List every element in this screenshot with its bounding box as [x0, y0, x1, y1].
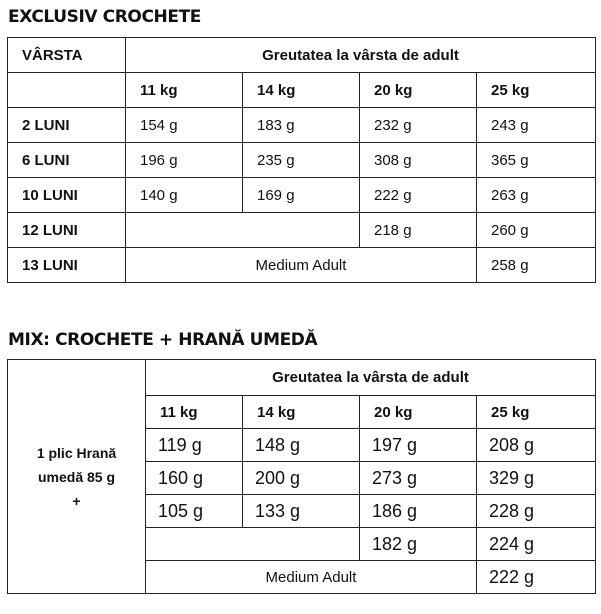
value-cell: 119 g	[146, 429, 243, 462]
weight-25kg: 25 kg	[477, 73, 596, 108]
value-cell: 197 g	[360, 429, 477, 462]
mix-kibble-wet-food-table	[7, 359, 596, 594]
value-cell: 258 g	[477, 248, 596, 283]
age-cell: 6 LUNI	[8, 143, 126, 178]
weight-20kg: 20 kg	[360, 73, 477, 108]
age-header: VÂRSTA	[8, 38, 126, 73]
wet-food-label-line: umedă 85 g	[37, 468, 116, 485]
age-cell: 2 LUNI	[8, 108, 126, 143]
value-cell: 196 g	[126, 143, 243, 178]
empty-cell	[8, 73, 126, 108]
weight-11kg: 11 kg	[146, 396, 243, 429]
weights-row	[8, 73, 596, 108]
weight-20kg: 20 kg	[360, 396, 477, 429]
table-row	[8, 143, 596, 178]
value-cell: 329 g	[477, 462, 596, 495]
medium-adult-note: Medium Adult	[146, 561, 477, 594]
value-cell: 133 g	[243, 495, 360, 528]
value-cell: 273 g	[360, 462, 477, 495]
value-cell: 222 g	[360, 178, 477, 213]
age-cell: 13 LUNI	[8, 248, 126, 283]
weight-14kg: 14 kg	[243, 396, 360, 429]
exclusive-kibble-table	[7, 37, 596, 283]
wet-food-label-line: 1 plic Hrană	[36, 444, 117, 461]
weight-14kg: 14 kg	[243, 73, 360, 108]
age-cell: 12 LUNI	[8, 213, 126, 248]
value-cell: 308 g	[360, 143, 477, 178]
adult-weight-header: Greutatea la vârsta de adult	[146, 360, 596, 396]
value-cell: 263 g	[477, 178, 596, 213]
value-cell: 186 g	[360, 495, 477, 528]
value-cell: 260 g	[477, 213, 596, 248]
value-cell: 208 g	[477, 429, 596, 462]
value-cell: 182 g	[360, 528, 477, 561]
adult-weight-header: Greutatea la vârsta de adult	[126, 38, 596, 73]
value-cell: 140 g	[126, 178, 243, 213]
table-row	[8, 213, 596, 248]
value-cell: 200 g	[243, 462, 360, 495]
value-cell: 154 g	[126, 108, 243, 143]
value-cell: 160 g	[146, 462, 243, 495]
section2-title: MIX: CROCHETE + HRANĂ UMEDĂ	[8, 330, 318, 350]
value-cell: 365 g	[477, 143, 596, 178]
value-cell: 218 g	[360, 213, 477, 248]
weight-11kg: 11 kg	[126, 73, 243, 108]
table-row	[8, 108, 596, 143]
table-row	[8, 248, 596, 283]
medium-adult-note: Medium Adult	[126, 248, 477, 283]
value-cell: 105 g	[146, 495, 243, 528]
empty-cell	[146, 528, 360, 561]
weight-25kg: 25 kg	[477, 396, 596, 429]
wet-food-label-line: +	[72, 492, 81, 509]
value-cell: 183 g	[243, 108, 360, 143]
section1-title: EXCLUSIV CROCHETE	[8, 7, 202, 27]
wet-food-label	[8, 360, 146, 594]
table-header-row	[8, 360, 596, 396]
age-cell: 10 LUNI	[8, 178, 126, 213]
table-row	[8, 178, 596, 213]
value-cell: 243 g	[477, 108, 596, 143]
empty-cell	[126, 213, 360, 248]
value-cell: 232 g	[360, 108, 477, 143]
value-cell: 222 g	[477, 561, 596, 594]
value-cell: 228 g	[477, 495, 596, 528]
table-header-row	[8, 38, 596, 73]
value-cell: 224 g	[477, 528, 596, 561]
value-cell: 148 g	[243, 429, 360, 462]
value-cell: 235 g	[243, 143, 360, 178]
value-cell: 169 g	[243, 178, 360, 213]
